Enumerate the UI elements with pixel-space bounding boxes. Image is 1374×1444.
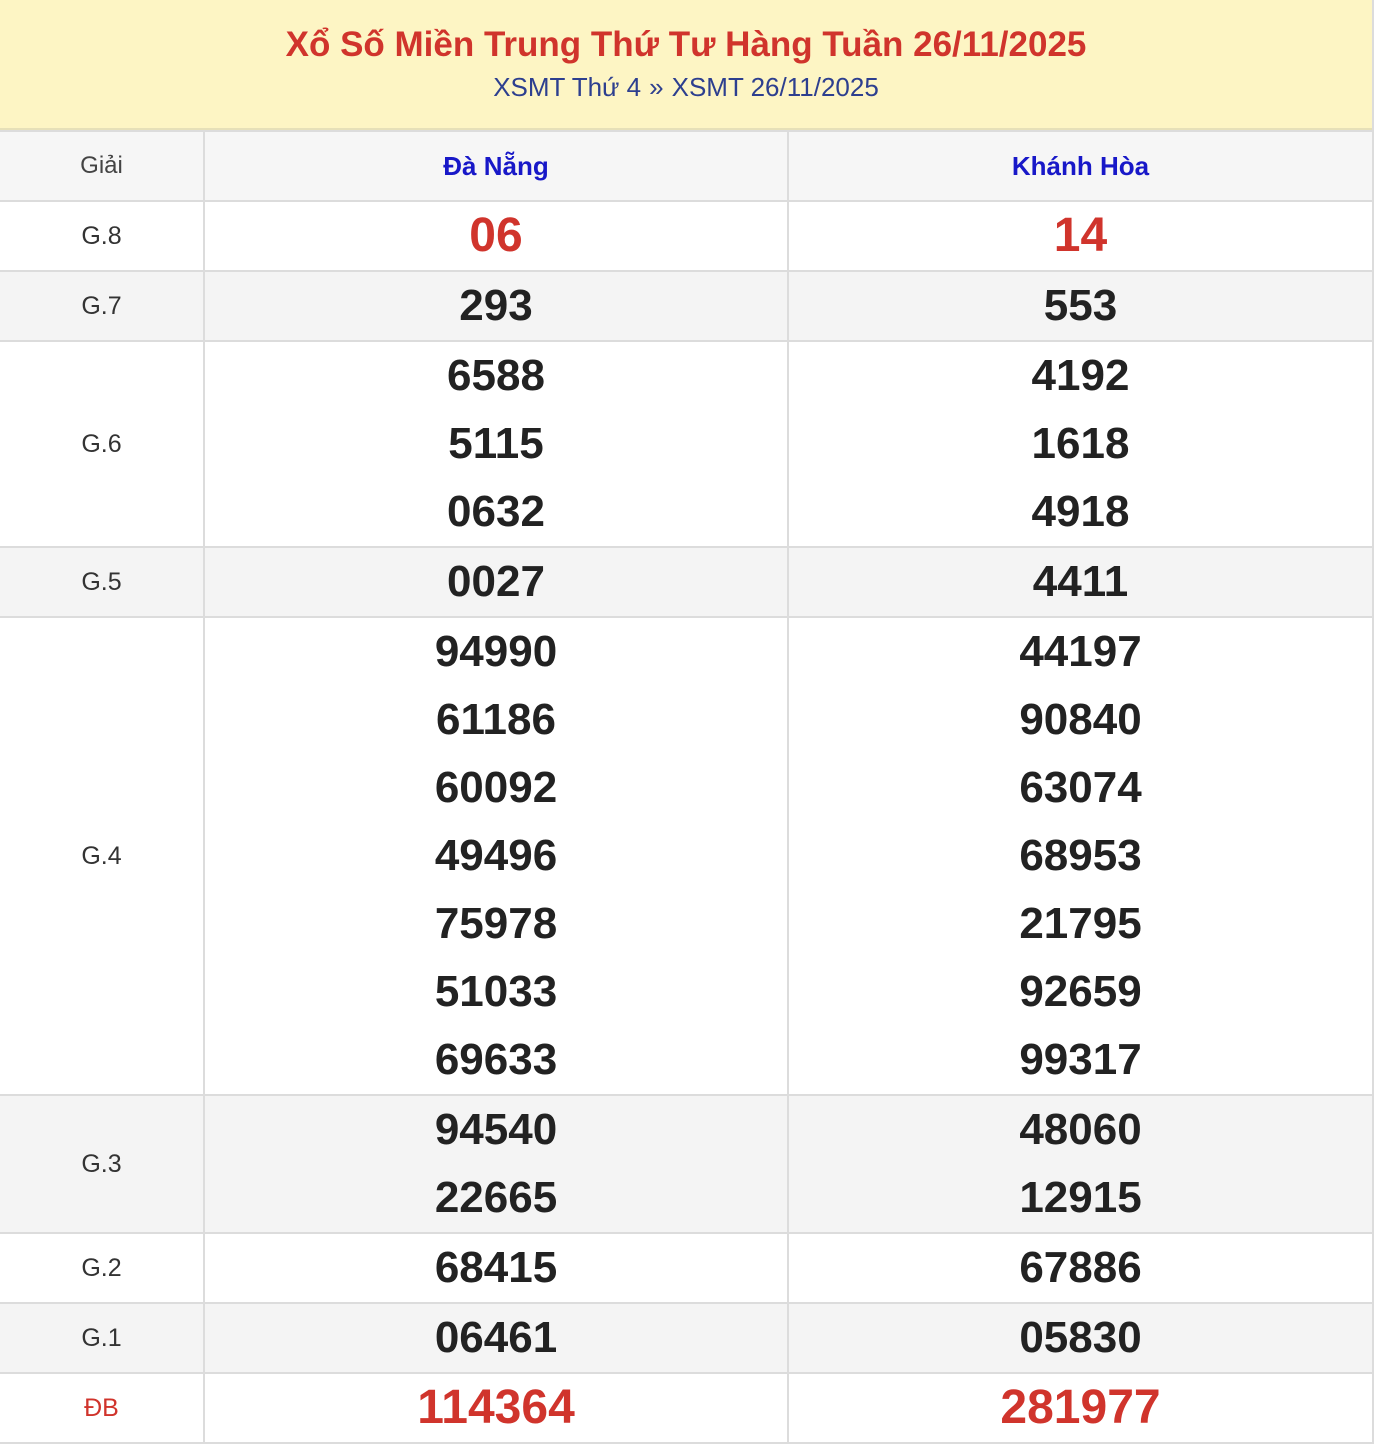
table-row xyxy=(0,1095,1372,1233)
results-header xyxy=(0,0,1372,130)
table-row xyxy=(0,341,1372,547)
province-header-da-nang: Đà Nẵng xyxy=(204,131,788,201)
breadcrumb-link-xsmt-thu-4[interactable]: XSMT Thứ 4 xyxy=(493,72,642,102)
result-number: 90840 xyxy=(1019,695,1142,744)
result-cell xyxy=(204,547,788,617)
result-cell xyxy=(204,1303,788,1373)
result-cell xyxy=(788,1303,1372,1373)
result-cell xyxy=(788,341,1372,547)
result-cell xyxy=(788,1095,1372,1233)
prize-label: G.2 xyxy=(0,1233,204,1303)
result-number: 5115 xyxy=(448,419,544,468)
table-row xyxy=(0,1233,1372,1303)
table-row xyxy=(0,617,1372,1095)
result-cell xyxy=(204,1373,788,1443)
result-number: 553 xyxy=(1043,281,1118,330)
result-number: 44197 xyxy=(1019,627,1142,676)
prize-label: G.1 xyxy=(0,1303,204,1373)
table-row xyxy=(0,271,1372,341)
prize-label: G.4 xyxy=(0,617,204,1095)
result-cell xyxy=(204,1095,788,1233)
result-number: 21795 xyxy=(1019,899,1142,948)
result-number: 68415 xyxy=(434,1243,558,1292)
result-cell xyxy=(204,201,788,271)
result-number: 06 xyxy=(469,209,523,262)
result-number: 67886 xyxy=(1019,1243,1142,1292)
table-row xyxy=(0,547,1372,617)
breadcrumb-separator: » xyxy=(649,72,664,102)
result-number: 0632 xyxy=(447,487,545,536)
table-row xyxy=(0,1303,1372,1373)
result-number: 22665 xyxy=(434,1173,558,1222)
result-number: 60092 xyxy=(434,763,558,812)
prize-column-header: Giải xyxy=(0,131,204,201)
result-number: 63074 xyxy=(1019,763,1142,812)
table-header-row xyxy=(0,131,1372,201)
results-body xyxy=(0,201,1372,1443)
prize-label: G.7 xyxy=(0,271,204,341)
result-cell xyxy=(788,547,1372,617)
result-number: 14 xyxy=(1053,209,1108,262)
result-cell xyxy=(788,1233,1372,1303)
result-number: 92659 xyxy=(1019,967,1142,1016)
result-number: 94540 xyxy=(434,1105,558,1154)
result-number: 0027 xyxy=(447,557,545,606)
prize-label: G.8 xyxy=(0,201,204,271)
result-number: 61186 xyxy=(436,695,556,744)
result-number: 4918 xyxy=(1031,487,1130,536)
result-number: 75978 xyxy=(434,899,558,948)
result-number: 68953 xyxy=(1019,831,1142,880)
breadcrumb xyxy=(0,72,1372,102)
breadcrumb-link-xsmt-date[interactable]: XSMT 26/11/2025 xyxy=(671,72,879,102)
result-cell xyxy=(788,1373,1372,1443)
prize-label: G.6 xyxy=(0,341,204,547)
result-cell xyxy=(788,617,1372,1095)
table-row xyxy=(0,1373,1372,1443)
prize-label: G.5 xyxy=(0,547,204,617)
result-number: 12915 xyxy=(1019,1173,1142,1222)
result-number: 06461 xyxy=(434,1313,558,1362)
page-title: Xổ Số Miền Trung Thứ Tư Hàng Tuần 26/11/2025 xyxy=(285,25,1087,64)
result-number: 69633 xyxy=(434,1035,558,1084)
result-number: 1618 xyxy=(1031,419,1130,468)
result-cell xyxy=(788,201,1372,271)
result-number: 114364 xyxy=(417,1381,575,1434)
result-cell xyxy=(204,271,788,341)
result-number: 49496 xyxy=(434,831,558,880)
result-number: 05830 xyxy=(1019,1313,1142,1362)
result-number: 99317 xyxy=(1019,1035,1142,1084)
result-number: 293 xyxy=(459,281,533,330)
prize-label: G.3 xyxy=(0,1095,204,1233)
result-cell xyxy=(204,1233,788,1303)
result-number: 6588 xyxy=(447,351,545,400)
result-number: 94990 xyxy=(434,627,558,676)
result-number: 281977 xyxy=(1000,1381,1161,1434)
province-header-khanh-hoa: Khánh Hòa xyxy=(788,131,1372,201)
result-number: 51033 xyxy=(434,967,558,1016)
result-number: 4192 xyxy=(1031,351,1130,400)
result-number: 4411 xyxy=(1032,557,1129,606)
result-cell xyxy=(204,617,788,1095)
result-cell xyxy=(204,341,788,547)
result-cell xyxy=(788,271,1372,341)
prize-label: ĐB xyxy=(0,1373,204,1443)
table-row xyxy=(0,201,1372,271)
results-table xyxy=(0,130,1372,1444)
result-number: 48060 xyxy=(1019,1105,1142,1154)
